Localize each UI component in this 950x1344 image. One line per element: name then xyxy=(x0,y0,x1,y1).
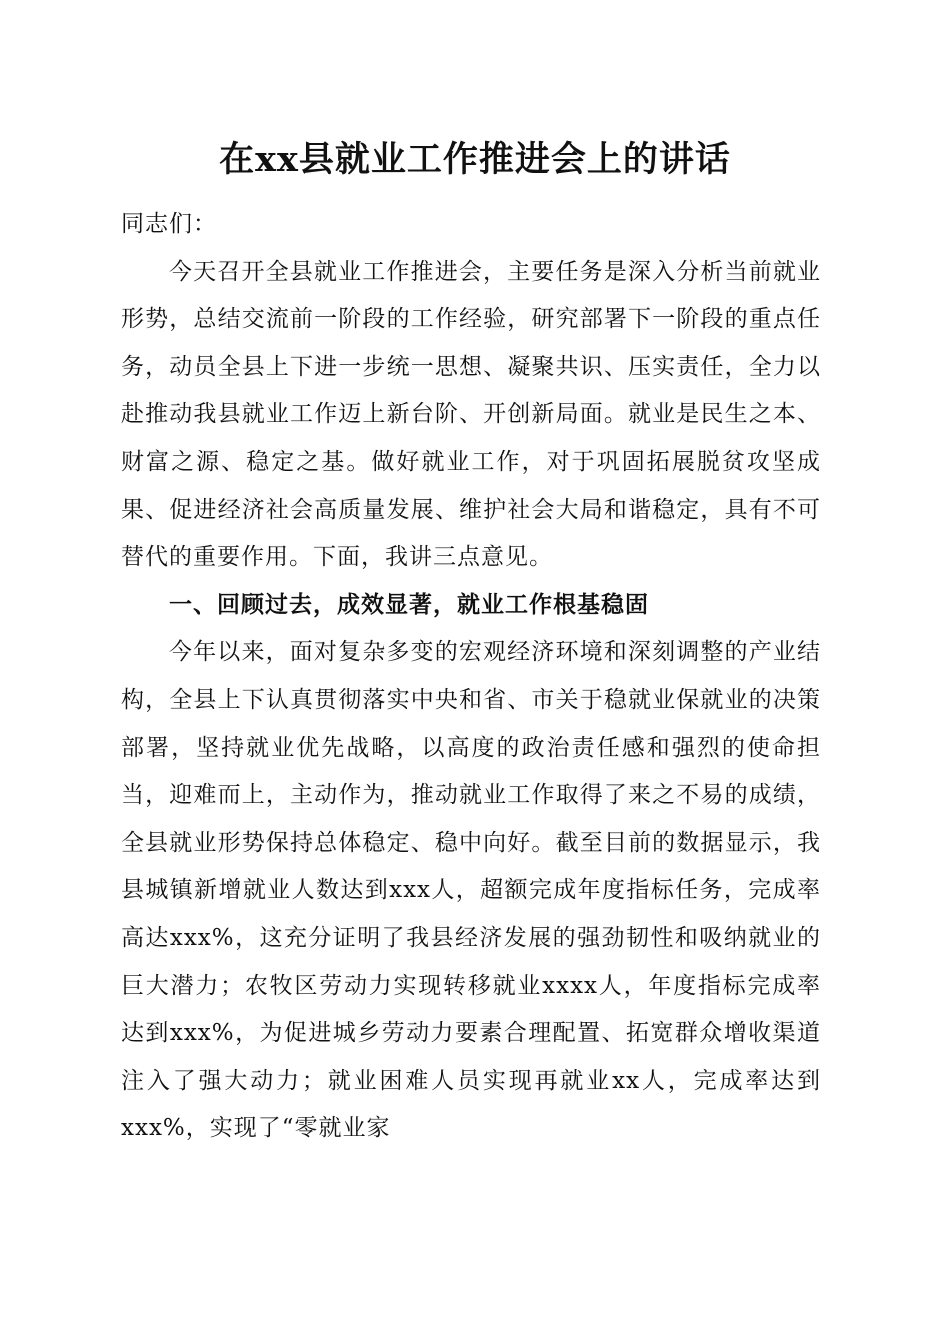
salutation: 同志们： xyxy=(121,211,217,237)
document-body xyxy=(121,201,821,1153)
intro-paragraph: 今天召开全县就业工作推进会，主要任务是深入分析当前就业形势，总结交流前一阶段的工作经验，研究部署下一阶段的重点任务，动员全县上下进一步统一思想、凝聚共识、压实责任，全力以赴推动我县就业工作迈上新台阶、开创新局面。就业是民生之本、财富之源、稳定之基。做好就业工作，对于巩固拓展脱贫攻坚成果、促进经济社会高质量发展、维护社会大局和谐稳定，具有不可替代的重要作用。下面，我讲三点意见。 xyxy=(121,258,821,571)
section-paragraph: 今年以来，面对复杂多变的宏观经济环境和深刻调整的产业结构，全县上下认真贯彻落实中央和省、市关于稳就业保就业的决策部署，坚持就业优先战略，以高度的政治责任感和强烈的使命担当，迎难而上，主动作为，推动就业工作取得了来之不易的成绩，全县就业形势保持总体稳定、稳中向好。截至目前的数据显示，我县城镇新增就业人数达到xxx人，超额完成年度指标任务，完成率高达xxx%，这充分证明了我县经济发展的强劲韧性和吸纳就业的巨大潜力；农牧区劳动力实现转移就业xxxx人，年度指标完成率达到xxx%，为促进城乡劳动力要素合理配置、拓宽群众增收渠道注入了强大动力；就业困难人员实现再就业xx人，完成率达到xxx%，实现了“零就业家 xyxy=(121,639,821,1142)
section-heading: 一、回顾过去，成效显著，就业工作根基稳固 xyxy=(169,591,649,618)
document-title: 在xx县就业工作推进会上的讲话 xyxy=(219,139,731,180)
